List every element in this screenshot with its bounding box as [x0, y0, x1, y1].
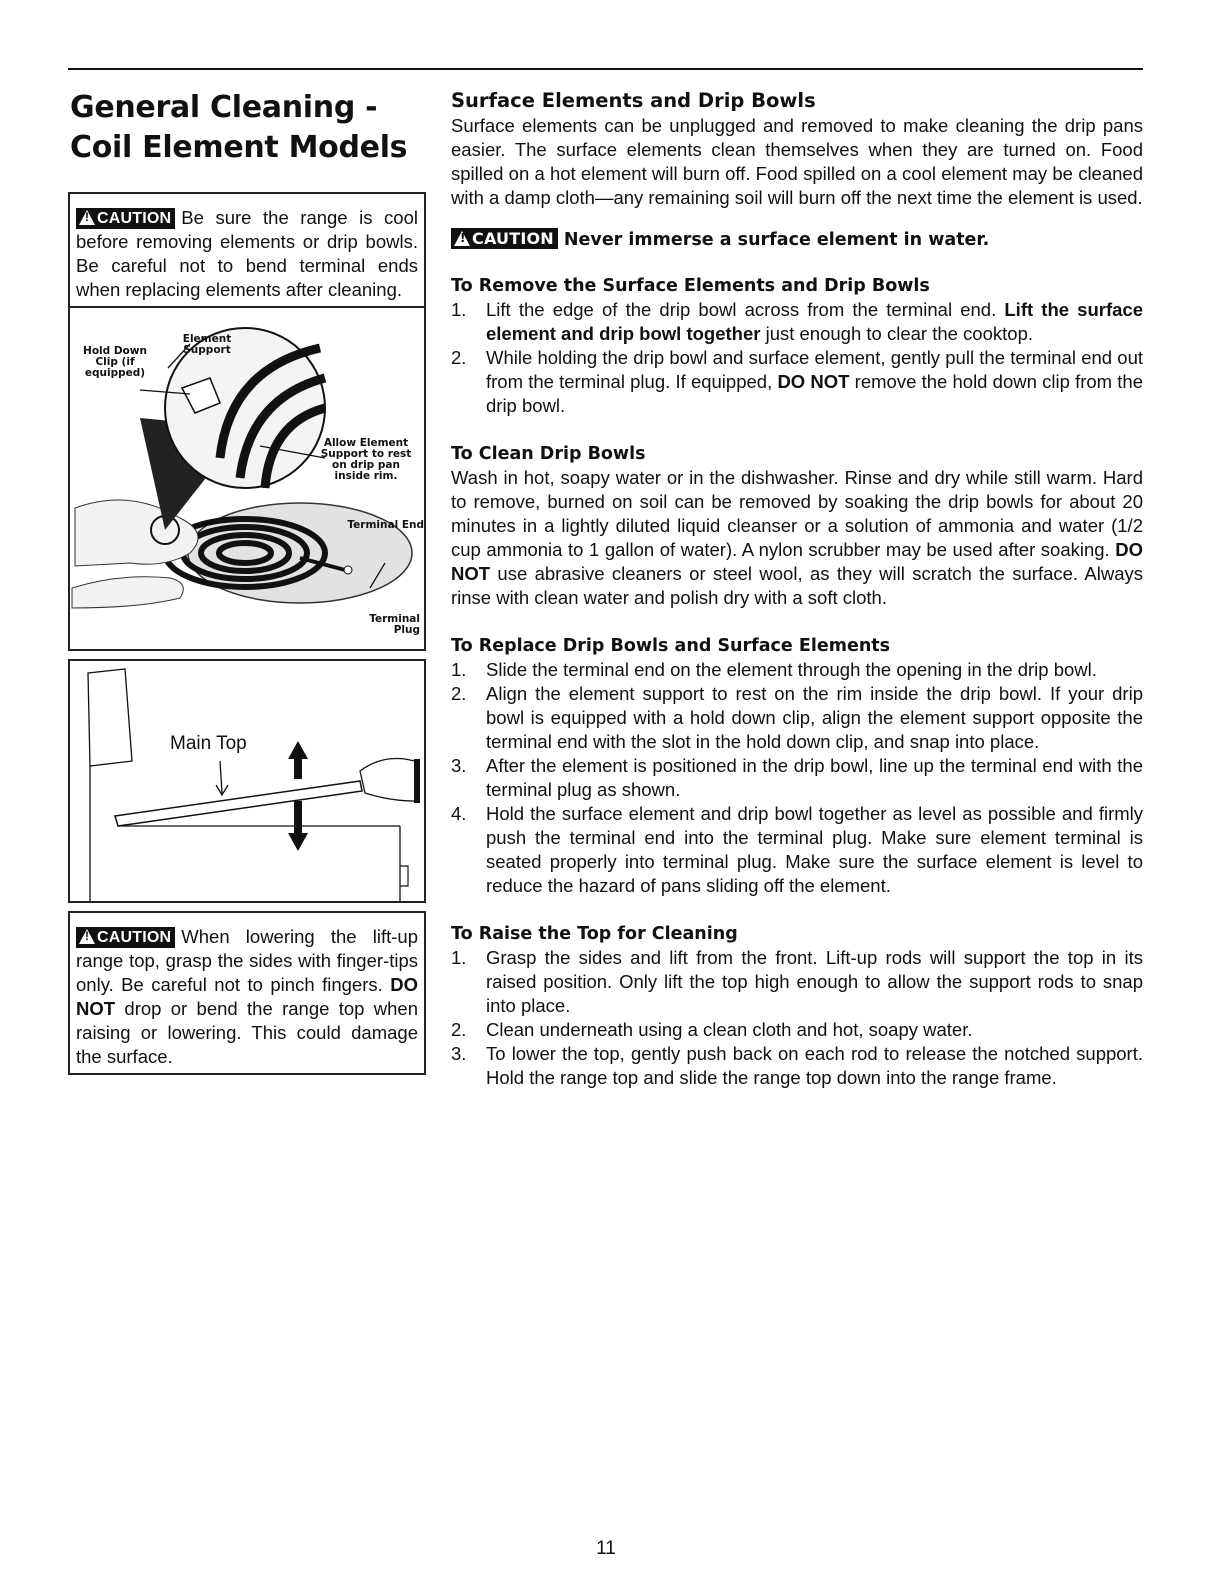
raise-heading: To Raise the Top for Cleaning	[451, 924, 738, 944]
list-item: 3. After the element is positioned in the drip bowl, line up the terminal end with the terminal plug as shown.	[451, 755, 1143, 800]
raise-steps	[451, 946, 1143, 1090]
caution-text-2: !CAUTION When lowering the lift-up range top, grasp the sides with finger-tips only. Be careful not to pinch fingers. DO NOT drop or bend the range top when raising or lowering. This could damage the surface.	[70, 913, 424, 1073]
caution-badge: !CAUTION	[76, 927, 175, 948]
list-item: 1. Grasp the sides and lift from the front. Lift-up rods will support the top in its raised position. Only lift the top high enough to allow the support rods to snap into place.	[451, 947, 1143, 1016]
list-item: 3. To lower the top, gently push back on each rod to release the notched support. Hold the range top and slide the range top down into the range frame.	[451, 1043, 1143, 1088]
list-item: 4. Hold the surface element and drip bowl together as level as possible and firmly push the terminal end into the terminal plug. Make sure element terminal is seated properly into terminal plug. Make sure the surface element is level to reduce the hazard of pans sliding off the element.	[451, 803, 1143, 896]
raise-section	[451, 922, 1143, 1090]
warning-triangle-icon	[79, 929, 95, 944]
page-number: 11	[596, 1538, 616, 1559]
clean-section	[451, 442, 1143, 610]
immerse-caution: !CAUTION Never immerse a surface element in water.	[451, 228, 1143, 252]
warning-triangle-icon	[79, 210, 95, 225]
list-item: 2. While holding the drip bowl and surface element, gently pull the terminal end out from the terminal plug. If equipped, DO NOT remove the hold down clip from the drip bowl.	[451, 347, 1143, 416]
label-terminal-plug: Terminal Plug	[369, 613, 420, 636]
figure-main-top	[68, 659, 426, 903]
section-heading: Surface Elements and Drip Bowls	[451, 89, 816, 112]
list-item: 2. Align the element support to rest on the rim inside the drip bowl. If your drip bowl is equipped with a hold down clip, align the element support opposite the terminal end with the slot in the hold down clip, and snap into place.	[451, 683, 1143, 752]
label-terminal-end: Terminal End	[347, 519, 424, 531]
label-hold-down-clip: Hold Down Clip (if equipped)	[83, 345, 147, 379]
caution-text-1: !CAUTION Be sure the range is cool before removing elements or drip bowls. Be careful not to bend terminal ends when replacing elements after cleaning.	[70, 194, 424, 306]
remove-steps	[451, 298, 1143, 418]
right-column	[451, 88, 1143, 1114]
caution-box-2	[68, 911, 426, 1075]
left-column	[68, 88, 428, 1075]
warning-triangle-icon	[454, 231, 470, 246]
label-element-support: Element Support	[182, 333, 232, 356]
list-item: 2. Clean underneath using a clean cloth and hot, soapy water.	[451, 1019, 973, 1040]
remove-heading: To Remove the Surface Elements and Drip Bowls	[451, 276, 930, 296]
list-item: 1. Slide the terminal end on the element through the opening in the drip bowl.	[451, 659, 1097, 680]
replace-section	[451, 634, 1143, 898]
figure-drip-bowl	[68, 308, 426, 651]
label-main-top: Main Top	[170, 733, 247, 754]
clean-paragraph: Wash in hot, soapy water or in the dishwasher. Rinse and dry while still warm. Hard to remove, burned on soil can be removed by soaking the drip bowls for about 20 minutes in a lightly diluted liquid cleanser or a solution of ammonia and water (1/2 cup ammonia to 1 gallon of water). A nylon scrubber may be used after soaking. DO NOT use abrasive cleaners or steel wool, as they will scratch the surface. Always rinse with clean water and polish dry with a soft cloth.	[451, 467, 1143, 608]
label-allow-element-support: Allow Element Support to rest on drip pan inside rim.	[320, 437, 412, 482]
caution-badge: !CAUTION	[76, 208, 175, 229]
caution-badge: !CAUTION	[451, 228, 558, 249]
main-top-illustration	[70, 661, 424, 901]
page-title: General Cleaning - Coil Element Models	[70, 90, 408, 165]
clean-heading: To Clean Drip Bowls	[451, 444, 646, 464]
replace-heading: To Replace Drip Bowls and Surface Elements	[451, 636, 891, 656]
intro-paragraph: Surface elements can be unplugged and removed to make cleaning the drip pans easier. The surface elements clean themselves when they are turned on. Food spilled on a hot element will burn off. Food spilled on a cool element may be cleaned with a damp cloth—any remaining soil will burn off the next time the element is used.	[451, 115, 1143, 208]
replace-steps	[451, 658, 1143, 898]
caution-box-1	[68, 192, 426, 308]
remove-section	[451, 274, 1143, 418]
top-rule	[68, 68, 1143, 70]
list-item: 1. Lift the edge of the drip bowl across from the terminal end. Lift the surface element and drip bowl together just enough to clear the cooktop.	[451, 299, 1143, 344]
